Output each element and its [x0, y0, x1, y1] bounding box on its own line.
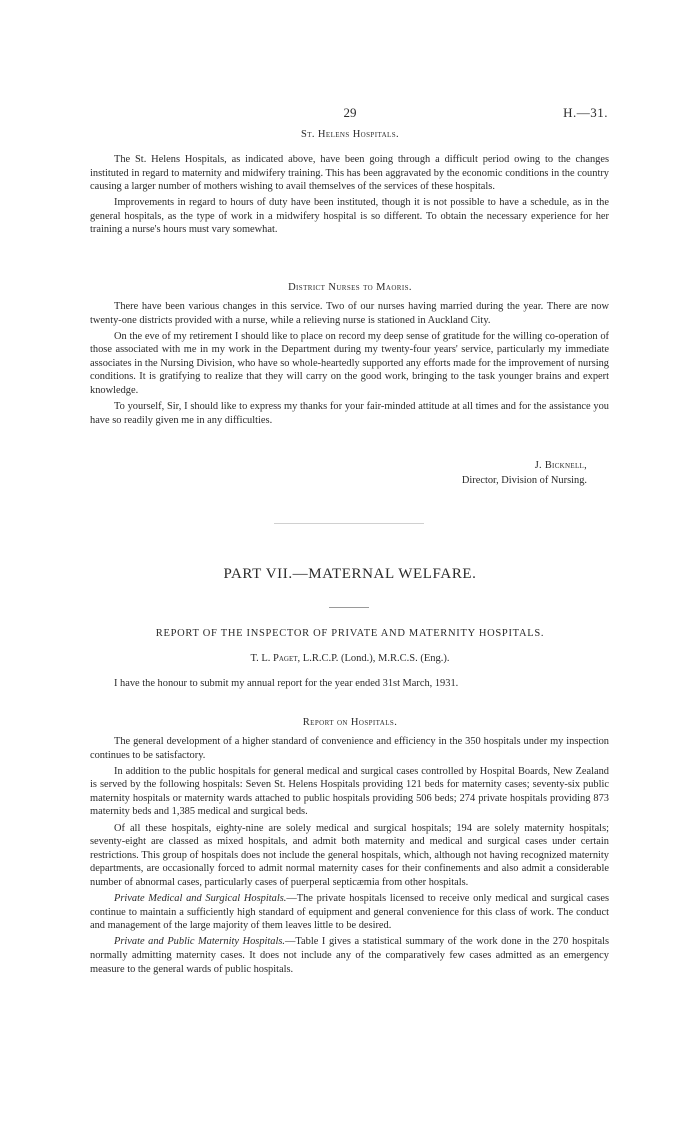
paragraph-private-medical	[90, 892, 609, 933]
report-title: REPORT OF THE INSPECTOR OF PRIVATE AND MATERNITY HOSPITALS.	[155, 628, 545, 639]
paragraph: Improvements in regard to hours of duty have been instituted, though it is not possible to have a schedule, as in the general hospitals, as the type of work in a midwifery hospital is so different. To obtain the necessary experience for her training a nurse's hours must vary somewhat.	[90, 197, 609, 236]
divider	[274, 523, 424, 524]
section-heading-st-helens: St. Helens Hospitals.	[300, 129, 400, 140]
paragraph-text: —Table I gives a statistical summary of the work done in the 270 hospitals normally admitting maternity cases. It does not include any of the comparatively few cases admitted as an emergency measure to the general wards of public hospitals.	[90, 936, 610, 975]
paragraph-maternity	[90, 935, 609, 976]
paragraph: The general development of a higher standard of convenience and efficiency in the 350 hospitals under my inspection continues to be satisfactory.	[90, 736, 609, 761]
part-title: PART VII.—MATERNAL WELFARE.	[223, 566, 477, 582]
paragraph: There have been various changes in this service. Two of our nurses having married during the year. There are now twenty-one districts provided with a nurse, while a relieving nurse is stationed in Auckland City.	[90, 301, 609, 326]
paragraph: To yourself, Sir, I should like to express my thanks for your fair-minded attitude at all times and for the assistance you have so readily given me in any difficulties.	[90, 401, 609, 426]
paragraph: On the eve of my retirement I should like to place on record my deep sense of gratitude for the willing co-operation of those associated with me in my work in the Department during my twenty-four years' service, particularly my immediate associates in the Nursing Division, who have so whole-heartedly supported any efforts made for the improvement of nursing conditions. It is gratifying to realize that they will carry on the good work, bringing to the task younger brains and expert knowledge.	[90, 330, 609, 397]
author-name: T. L. Paget,	[250, 653, 301, 664]
section-heading-district-nurses: District Nurses to Maoris.	[288, 282, 412, 293]
paragraph: I have the honour to submit my annual report for the year ended 31st March, 1931.	[114, 678, 459, 689]
signatory-title: Director, Division of Nursing.	[461, 475, 587, 486]
paragraph: Of all these hospitals, eighty-nine are solely medical and surgical hospitals; 194 are solely maternity hospitals; seventy-eight are classed as mixed hospitals, and admit both maternity and medical and surgical cases under certain restrictions. This group of hospitals does not include the general hospitals, which, although not having recognized maternity departments, are occasionally forced to admit normal maternity cases for their confinements and also admit a considerable number of abnormal cases, particularly cases of puerperal septicæmia from other hospitals.	[90, 822, 609, 888]
signatory-name: J. Bicknell,	[534, 460, 587, 471]
author-qualifications: L.R.C.P. (Lond.), M.R.C.S. (Eng.).	[300, 653, 450, 664]
section-heading-report-on-hospitals: Report on Hospitals.	[302, 717, 398, 728]
paragraph-text: —The private hospitals licensed to receive only medical and surgical cases continue to maintain a sufficiently high standard of equipment and general convenience for this class of work. The conduct and management of the large majority of them leaves little to be desired.	[90, 893, 609, 932]
inline-heading: Private and Public Maternity Hospitals.	[114, 936, 286, 948]
section-district-nurses-body	[90, 300, 609, 430]
divider	[329, 607, 369, 608]
section-st-helens-body	[90, 153, 609, 240]
report-intro	[90, 677, 609, 693]
page-number: 29	[343, 105, 357, 120]
signature-block	[300, 458, 587, 488]
document-reference: H.—31.	[563, 105, 608, 120]
report-author	[90, 652, 610, 666]
paragraph: The St. Helens Hospitals, as indicated above, have been going through a difficult period owing to the changes instituted in regard to maternity and midwifery training. This has been aggravated by the economic conditions in the country causing a larger number of mothers wishing to avail themselves of the services of these hospitals.	[90, 154, 609, 193]
section-hospitals-body	[90, 735, 609, 979]
paragraph: In addition to the public hospitals for general medical and surgical cases controlled by Hospital Boards, New Zealand is served by the following hospitals: Seven St. Helens Hospitals providing 121 beds for maternity cases; seventy-six public maternity hospitals or maternity wards attached to public hospitals providing 506 beds; 274 private hospitals providing 873 maternity beds and 1,385 medical and surgical beds.	[90, 765, 609, 818]
inline-heading: Private Medical and Surgical Hospitals.	[114, 893, 287, 905]
